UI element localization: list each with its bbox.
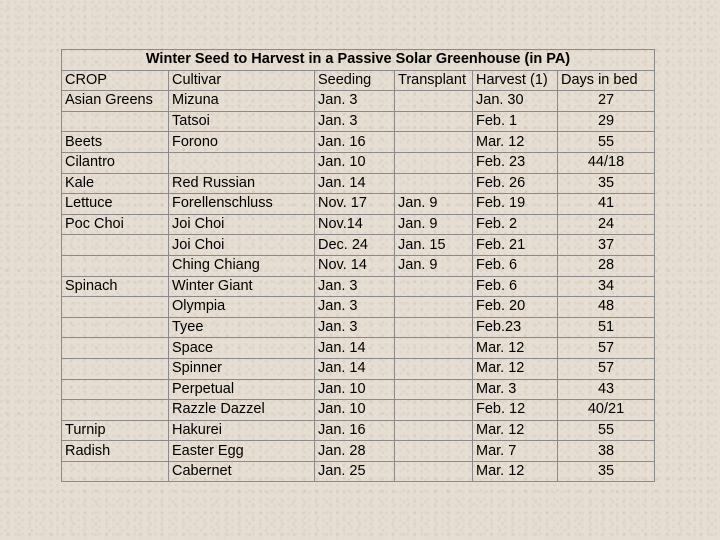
days-in-bed-cell: 29 (558, 111, 655, 132)
harvest-cell: Feb. 2 (473, 214, 558, 235)
crop-cell: Lettuce (62, 194, 169, 215)
crop-cell (62, 255, 169, 276)
cultivar-cell: Tyee (169, 317, 315, 338)
days-in-bed-cell: 27 (558, 91, 655, 112)
transplant-cell (395, 152, 473, 173)
harvest-cell: Mar. 12 (473, 358, 558, 379)
cultivar-cell: Space (169, 338, 315, 359)
seeding-cell: Nov.14 (315, 214, 395, 235)
table-title: Winter Seed to Harvest in a Passive Solar Greenhouse (in PA) (62, 50, 655, 71)
table-row (62, 420, 655, 441)
days-in-bed-cell: 37 (558, 235, 655, 256)
table-row (62, 461, 655, 482)
transplant-cell (395, 317, 473, 338)
harvest-cell: Feb. 21 (473, 235, 558, 256)
days-in-bed-cell: 41 (558, 194, 655, 215)
harvest-cell: Feb. 6 (473, 255, 558, 276)
header-row (62, 70, 655, 91)
table-row (62, 379, 655, 400)
transplant-cell: Jan. 9 (395, 255, 473, 276)
transplant-cell (395, 173, 473, 194)
table-row (62, 91, 655, 112)
table-row (62, 276, 655, 297)
table-row (62, 255, 655, 276)
cultivar-cell: Spinner (169, 358, 315, 379)
harvest-cell: Feb. 23 (473, 152, 558, 173)
seeding-cell: Jan. 28 (315, 441, 395, 462)
crop-cell (62, 235, 169, 256)
crop-cell (62, 338, 169, 359)
cultivar-cell: Tatsoi (169, 111, 315, 132)
days-in-bed-cell: 24 (558, 214, 655, 235)
table-row (62, 400, 655, 421)
cultivar-cell: Razzle Dazzel (169, 400, 315, 421)
seeding-cell: Jan. 25 (315, 461, 395, 482)
cultivar-cell: Joi Choi (169, 214, 315, 235)
harvest-cell: Feb. 19 (473, 194, 558, 215)
transplant-cell (395, 91, 473, 112)
table-body (62, 91, 655, 482)
header-cultivar: Cultivar (169, 70, 315, 91)
crop-cell (62, 297, 169, 318)
crop-cell: Poc Choi (62, 214, 169, 235)
seeding-cell: Jan. 14 (315, 358, 395, 379)
days-in-bed-cell: 43 (558, 379, 655, 400)
transplant-cell (395, 338, 473, 359)
transplant-cell (395, 400, 473, 421)
seeding-cell: Jan. 3 (315, 111, 395, 132)
transplant-cell (395, 111, 473, 132)
header-crop: CROP (62, 70, 169, 91)
table-row (62, 214, 655, 235)
crop-cell (62, 379, 169, 400)
transplant-cell: Jan. 9 (395, 194, 473, 215)
seeding-cell: Jan. 14 (315, 338, 395, 359)
seeding-cell: Jan. 3 (315, 297, 395, 318)
transplant-cell (395, 358, 473, 379)
cultivar-cell: Perpetual (169, 379, 315, 400)
table-row (62, 235, 655, 256)
days-in-bed-cell: 28 (558, 255, 655, 276)
table-row (62, 111, 655, 132)
cultivar-cell: Winter Giant (169, 276, 315, 297)
days-in-bed-cell: 57 (558, 358, 655, 379)
title-row (62, 50, 655, 71)
seeding-cell: Jan. 16 (315, 132, 395, 153)
days-in-bed-cell: 35 (558, 461, 655, 482)
harvest-cell: Feb. 26 (473, 173, 558, 194)
cultivar-cell: Cabernet (169, 461, 315, 482)
transplant-cell (395, 297, 473, 318)
crop-cell (62, 111, 169, 132)
seeding-cell: Jan. 10 (315, 379, 395, 400)
seeding-cell: Jan. 3 (315, 317, 395, 338)
transplant-cell (395, 420, 473, 441)
header-seeding: Seeding (315, 70, 395, 91)
transplant-cell (395, 379, 473, 400)
table-row (62, 441, 655, 462)
header-days-in-bed: Days in bed (558, 70, 655, 91)
transplant-cell (395, 132, 473, 153)
seeding-cell: Jan. 10 (315, 152, 395, 173)
seeding-cell: Nov. 14 (315, 255, 395, 276)
crop-cell (62, 400, 169, 421)
crop-cell (62, 461, 169, 482)
crop-cell: Cilantro (62, 152, 169, 173)
crop-cell: Radish (62, 441, 169, 462)
days-in-bed-cell: 57 (558, 338, 655, 359)
cultivar-cell (169, 152, 315, 173)
seeding-cell: Jan. 3 (315, 91, 395, 112)
days-in-bed-cell: 51 (558, 317, 655, 338)
harvest-cell: Feb. 1 (473, 111, 558, 132)
transplant-cell: Jan. 15 (395, 235, 473, 256)
seeding-cell: Jan. 14 (315, 173, 395, 194)
harvest-cell: Mar. 12 (473, 338, 558, 359)
days-in-bed-cell: 48 (558, 297, 655, 318)
transplant-cell (395, 441, 473, 462)
transplant-cell: Jan. 9 (395, 214, 473, 235)
cultivar-cell: Joi Choi (169, 235, 315, 256)
harvest-cell: Feb. 12 (473, 400, 558, 421)
table-row (62, 132, 655, 153)
days-in-bed-cell: 55 (558, 420, 655, 441)
days-in-bed-cell: 44/18 (558, 152, 655, 173)
cultivar-cell: Forono (169, 132, 315, 153)
cultivar-cell: Forellenschluss (169, 194, 315, 215)
harvest-cell: Feb. 6 (473, 276, 558, 297)
harvest-cell: Feb.23 (473, 317, 558, 338)
cultivar-cell: Mizuna (169, 91, 315, 112)
crop-cell (62, 358, 169, 379)
days-in-bed-cell: 35 (558, 173, 655, 194)
seeding-cell: Jan. 16 (315, 420, 395, 441)
seeding-cell: Dec. 24 (315, 235, 395, 256)
days-in-bed-cell: 38 (558, 441, 655, 462)
table-row (62, 152, 655, 173)
harvest-cell: Jan. 30 (473, 91, 558, 112)
harvest-cell: Mar. 12 (473, 461, 558, 482)
harvest-cell: Mar. 12 (473, 132, 558, 153)
cultivar-cell: Olympia (169, 297, 315, 318)
cultivar-cell: Hakurei (169, 420, 315, 441)
cultivar-cell: Red Russian (169, 173, 315, 194)
table-row (62, 358, 655, 379)
cultivar-cell: Ching Chiang (169, 255, 315, 276)
seeding-cell: Nov. 17 (315, 194, 395, 215)
crop-cell: Beets (62, 132, 169, 153)
harvest-cell: Mar. 3 (473, 379, 558, 400)
header-transplant: Transplant (395, 70, 473, 91)
table-row (62, 173, 655, 194)
seeding-cell: Jan. 3 (315, 276, 395, 297)
crop-cell (62, 317, 169, 338)
days-in-bed-cell: 55 (558, 132, 655, 153)
table-row (62, 297, 655, 318)
table-row (62, 338, 655, 359)
harvest-cell: Mar. 12 (473, 420, 558, 441)
seeding-cell: Jan. 10 (315, 400, 395, 421)
transplant-cell (395, 461, 473, 482)
harvest-cell: Mar. 7 (473, 441, 558, 462)
cultivar-cell: Easter Egg (169, 441, 315, 462)
crop-cell: Spinach (62, 276, 169, 297)
table-row (62, 317, 655, 338)
crop-cell: Kale (62, 173, 169, 194)
days-in-bed-cell: 40/21 (558, 400, 655, 421)
transplant-cell (395, 276, 473, 297)
header-harvest: Harvest (1) (473, 70, 558, 91)
table-row (62, 194, 655, 215)
harvest-cell: Feb. 20 (473, 297, 558, 318)
harvest-table (61, 49, 655, 482)
crop-cell: Asian Greens (62, 91, 169, 112)
days-in-bed-cell: 34 (558, 276, 655, 297)
crop-cell: Turnip (62, 420, 169, 441)
